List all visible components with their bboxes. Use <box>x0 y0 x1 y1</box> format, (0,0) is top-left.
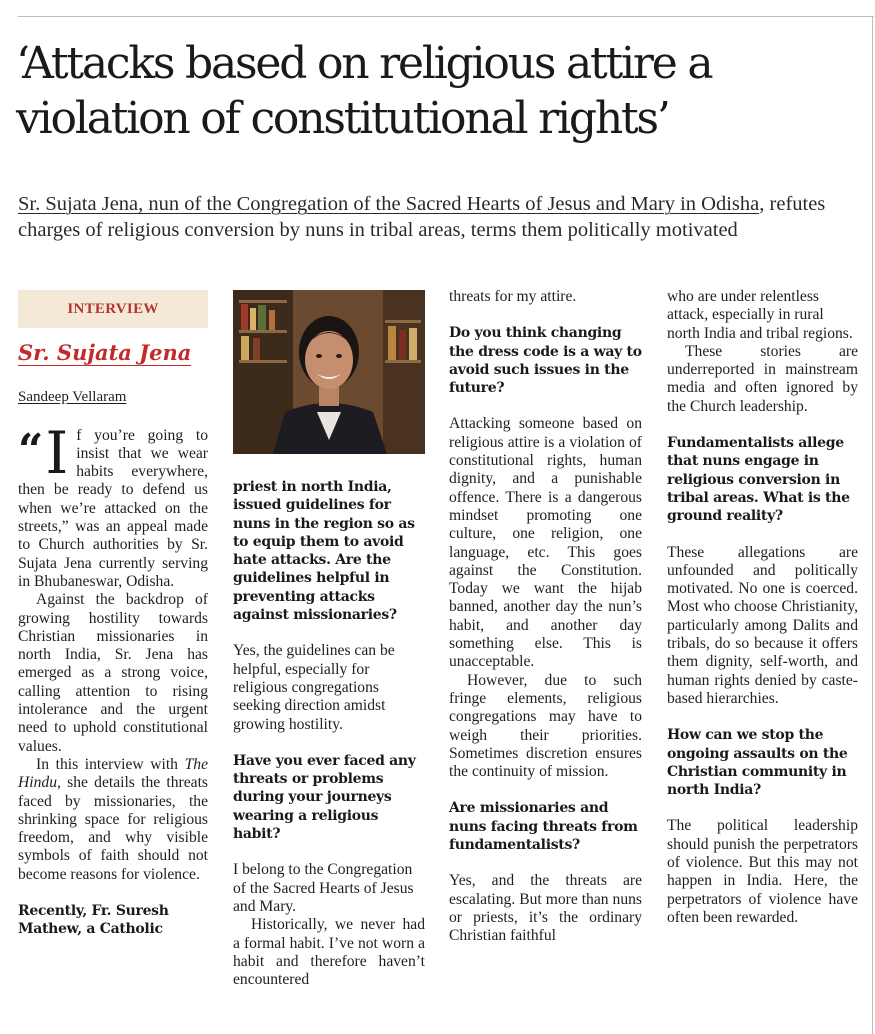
text-run: In this interview with <box>36 755 185 773</box>
answer: These allegations are unfounded and politically motivated. No one is coerced. Most who choose Christianity, particularly among Dalits and tribals, do so because it offers them dignity, self-worth, and human rights denied by caste-based hierarchies. <box>667 543 858 707</box>
answer: Yes, and the threats are escalating. But more than nuns or priests, it’s the ordinary Christian faithful <box>449 872 642 945</box>
text-run: , she details the threats faced by missionaries, the shrinking space for religious freedom, and why visible symbols of faith should not become reasons for violence. <box>18 774 208 883</box>
answer: However, due to such fringe elements, religious congregations may have to weigh their priorities. Sometimes discretion ensures the continuity of mission. <box>449 671 642 781</box>
paragraph: Against the backdrop of growing hostility towards Christian missionaries in north India, Sr. Jena has emerged as a strong voice, calling attention to rising intolerance and the urgent need to uphold constitutional values. <box>18 591 208 755</box>
question: Fundamentalists allege that nuns engage in religious conversion in tribal areas. What is the ground reality? <box>667 435 850 525</box>
standfirst-rest: , refutes charges of religious conversion by nuns in tribal areas, terms them politically motivated <box>18 193 826 241</box>
standfirst-underlined: Sr. Sujata Jena, nun of the Congregation of the Sacred Hearts of Jesus and Mary in Odisha <box>18 193 760 215</box>
answer: Yes, the guidelines can be helpful, especially for religious congregations seeking direction amidst growing hostility. <box>233 642 395 733</box>
column-3 <box>449 288 642 946</box>
question: Are missionaries and nuns facing threats from fundamentalists? <box>449 800 638 854</box>
paragraph: f you’re going to insist that we wear habits everywhere, then be ready to defend us when we’re attacked on the streets,” was an appeal made to Church authorities by Sr. Sujata Jena currently serving in Bhubaneswar, Odisha. <box>18 426 208 590</box>
answer: I belong to the Congregation of the Sacred Hearts of Jesus and Mary. <box>233 861 414 915</box>
publication-name: The Hindu <box>18 755 208 792</box>
answer: These stories are underreported in mainstream media and often ignored by the Church leadership. <box>667 342 858 415</box>
question: Recently, Fr. Suresh Mathew, a Catholic <box>18 903 169 938</box>
column-4 <box>667 288 858 927</box>
answer: threats for my attire. <box>449 288 577 305</box>
article-opening <box>18 418 208 592</box>
interviewee-photo <box>233 290 425 454</box>
column-2 <box>233 478 425 989</box>
quote-mark-icon: “ <box>18 424 44 476</box>
right-rule <box>872 16 873 1034</box>
question: Have you ever faced any threats or problems during your journeys wearing a religious habit? <box>233 752 416 843</box>
question: Do you think changing the dress code is a way to avoid such issues in the future? <box>449 325 642 397</box>
dropcap: I <box>45 418 69 487</box>
paragraph <box>18 756 208 884</box>
question: priest in north India, issued guidelines for nuns in the region so as to equip them to avoid hate attacks. Are the guidelines helpful in preventing attacks against missionaries? <box>233 479 415 624</box>
standfirst <box>18 191 868 243</box>
answer: The political leadership should punish the perpetrators of violence. But this may not happen in India. Here, the perpetrators of violence have often been rewarded. <box>667 817 858 926</box>
top-rule <box>18 16 874 17</box>
answer: Historically, we never had a formal habit. I’ve not worn a habit and therefore haven’t encountered <box>233 916 425 989</box>
answer: Attacking someone based on religious attire is a violation of constitutional rights, human dignity, and a punishable offence. There is a dangerous mindset promoting one culture, one religion, one language, etc. This goes against the Constitution. Today we want the hijab banned, another day the nun’s habit, and another day something else. This is unacceptable. <box>449 415 642 671</box>
interview-tag: INTERVIEW <box>18 290 208 328</box>
author-byline: Sandeep Vellaram <box>18 389 127 406</box>
headline: ‘Attacks based on religious attire a violation of constitutional rights’ <box>16 38 712 144</box>
answer: who are under relentless attack, especially in rural north India and tribal regions. <box>667 288 853 342</box>
question: How can we stop the ongoing assaults on the Christian community in north India? <box>667 727 848 799</box>
interviewee-name: Sr. Sujata Jena <box>18 340 192 365</box>
column-1 <box>18 290 208 939</box>
